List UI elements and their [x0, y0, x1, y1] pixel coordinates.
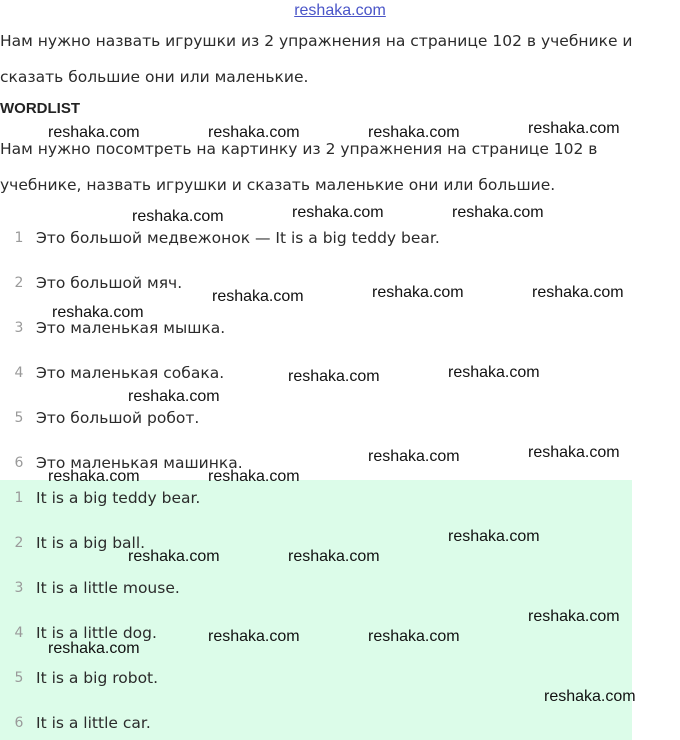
list-item-text: Это большой робот.: [36, 409, 200, 427]
site-watermark-header[interactable]: reshaka.com: [294, 2, 386, 19]
watermark: reshaka.com: [528, 444, 620, 461]
watermark: reshaka.com: [288, 368, 380, 385]
watermark: reshaka.com: [128, 548, 220, 565]
list-item-text: Это маленькая собака.: [36, 364, 225, 382]
list-item-number: 6: [14, 455, 24, 471]
list-item-text: Это маленькая машинка.: [36, 454, 243, 472]
watermark: reshaka.com: [48, 124, 140, 141]
list-item-text: Это большой медвежонок — It is a big teddy bear.: [36, 229, 440, 247]
watermark: reshaka.com: [368, 628, 460, 645]
list-item-number: 2: [14, 275, 24, 291]
watermark: reshaka.com: [48, 640, 140, 657]
watermark: reshaka.com: [48, 468, 140, 485]
watermark: reshaka.com: [532, 284, 624, 301]
watermark: reshaka.com: [448, 528, 540, 545]
watermark: reshaka.com: [292, 204, 384, 221]
watermark: reshaka.com: [288, 548, 380, 565]
list-item-text: It is a little car.: [36, 714, 151, 732]
wordlist-text-line-1: Нам нужно посомтреть на картинку из 2 упражнения на странице 102 в: [0, 140, 598, 158]
wordlist-text-line-2: учебнике, назвать игрушки и сказать маленькие они или большие.: [0, 176, 556, 194]
watermark: reshaka.com: [368, 448, 460, 465]
list-item-number: 3: [14, 580, 24, 596]
list-item-number: 1: [14, 490, 24, 506]
watermark: reshaka.com: [528, 120, 620, 137]
list-item-number: 2: [14, 535, 24, 551]
list-item-text: Это маленькая мышка.: [36, 319, 226, 337]
watermark: reshaka.com: [372, 284, 464, 301]
watermark: reshaka.com: [452, 204, 544, 221]
watermark: reshaka.com: [52, 304, 144, 321]
list-item-number: 1: [14, 230, 24, 246]
list-item-number: 6: [14, 715, 24, 731]
watermark: reshaka.com: [132, 208, 224, 225]
task-text-line-1: Нам нужно назвать игрушки из 2 упражнения на странице 102 в учебнике и: [0, 32, 633, 50]
watermark: reshaka.com: [528, 608, 620, 625]
list-item-text: It is a big ball.: [36, 534, 146, 552]
list-item-number: 3: [14, 320, 24, 336]
task-text-line-2: сказать большие они или маленькие.: [0, 68, 309, 86]
list-item-text: It is a big robot.: [36, 669, 159, 687]
wordlist-heading: WORDLIST: [0, 100, 80, 117]
watermark: reshaka.com: [208, 628, 300, 645]
list-item-number: 5: [14, 410, 24, 426]
watermark: reshaka.com: [208, 468, 300, 485]
list-item-text: It is a big teddy bear.: [36, 489, 201, 507]
watermark: reshaka.com: [208, 124, 300, 141]
watermark: reshaka.com: [448, 364, 540, 381]
watermark: reshaka.com: [128, 388, 220, 405]
list-item-text: It is a little dog.: [36, 624, 157, 642]
list-item-text: It is a little mouse.: [36, 579, 180, 597]
watermark: reshaka.com: [212, 288, 304, 305]
list-item-number: 4: [14, 365, 24, 381]
list-item-text: Это большой мяч.: [36, 274, 183, 292]
watermark: reshaka.com: [368, 124, 460, 141]
watermark: reshaka.com: [544, 688, 636, 705]
list-item-number: 5: [14, 670, 24, 686]
list-item-number: 4: [14, 625, 24, 641]
